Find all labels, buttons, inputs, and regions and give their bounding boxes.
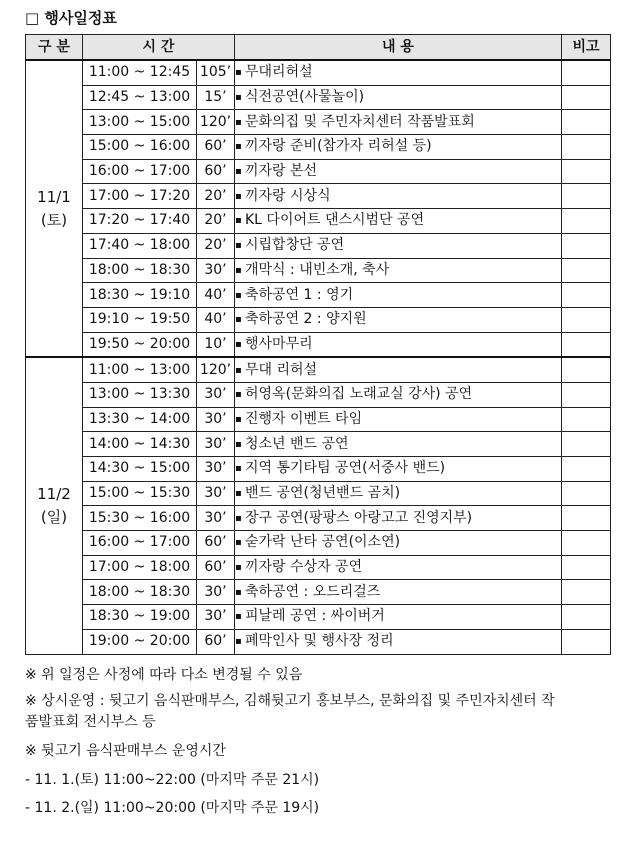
day-label-cell <box>26 60 83 357</box>
table-row <box>26 506 611 531</box>
content-text: 끼자랑 시상식 <box>245 187 331 204</box>
table-row <box>26 332 611 357</box>
bullet-icon: ▪ <box>235 215 242 227</box>
content-cell <box>235 283 562 308</box>
bullet-icon: ▪ <box>235 240 242 252</box>
table-row <box>26 283 611 308</box>
content-text: 숟가락 난타 공연(이소연) <box>245 534 401 551</box>
content-text: 축하공연 1 : 영기 <box>245 286 354 303</box>
bullet-icon: ▪ <box>235 264 242 276</box>
note-food-booth-hours: ※ 뒷고기 음식판매부스 운영시간 <box>25 743 226 759</box>
time-cell: 19:10 ~ 19:50 <box>83 307 197 332</box>
duration-cell: 120’ <box>197 357 235 382</box>
content-text: 축하공연 : 오드리걸즈 <box>245 583 381 600</box>
note-cell <box>562 85 611 110</box>
bullet-icon: ▪ <box>235 289 242 301</box>
bullet-icon: ▪ <box>235 141 242 153</box>
duration-cell: 20’ <box>197 184 235 209</box>
note-cell <box>562 382 611 407</box>
note-cell <box>562 506 611 531</box>
header-content: 내 용 <box>235 35 562 61</box>
duration-cell: 15’ <box>197 85 235 110</box>
table-row <box>26 382 611 407</box>
note-cell <box>562 432 611 457</box>
content-cell <box>235 629 562 654</box>
bullet-icon: ▪ <box>235 314 242 326</box>
content-text: 지역 통기타팀 공연(서중사 밴드) <box>245 460 446 477</box>
table-row <box>26 233 611 258</box>
time-cell: 19:50 ~ 20:00 <box>83 332 197 357</box>
note-cell <box>562 407 611 432</box>
content-cell <box>235 580 562 605</box>
day-date: 11/1 <box>37 187 71 206</box>
duration-cell: 60’ <box>197 629 235 654</box>
content-cell <box>235 555 562 580</box>
table-row <box>26 457 611 482</box>
bullet-icon: ▪ <box>235 116 242 128</box>
note-cell <box>562 481 611 506</box>
note-cell <box>562 357 611 382</box>
table-row <box>26 135 611 160</box>
table-row <box>26 432 611 457</box>
duration-cell: 20’ <box>197 209 235 234</box>
table-row <box>26 555 611 580</box>
duration-cell: 60’ <box>197 531 235 556</box>
content-cell <box>235 60 562 85</box>
content-cell <box>235 258 562 283</box>
bullet-icon: ▪ <box>235 537 242 549</box>
content-text: 피날레 공연 : 싸이버거 <box>245 608 385 625</box>
duration-cell: 105’ <box>197 60 235 85</box>
page-title: □ 행사일정표 <box>25 9 117 27</box>
table-row <box>26 184 611 209</box>
bullet-icon: ▪ <box>235 413 242 425</box>
schedule-table <box>25 34 611 655</box>
content-cell <box>235 307 562 332</box>
duration-cell: 30’ <box>197 407 235 432</box>
note-cell <box>562 209 611 234</box>
note-cell <box>562 283 611 308</box>
content-text: 끼자랑 본선 <box>245 163 318 180</box>
bullet-icon: ▪ <box>235 389 242 401</box>
content-text: 청소년 밴드 공연 <box>245 435 349 452</box>
duration-cell: 30’ <box>197 258 235 283</box>
content-text: 무대리허설 <box>245 64 313 81</box>
note-cell <box>562 110 611 135</box>
note-day1-hours: - 11. 1.(토) 11:00~22:00 (마지막 주문 21시) <box>25 772 320 788</box>
time-cell: 19:00 ~ 20:00 <box>83 629 197 654</box>
time-cell: 11:00 ~ 13:00 <box>83 357 197 382</box>
table-row <box>26 629 611 654</box>
duration-cell: 120’ <box>197 110 235 135</box>
bullet-icon: ▪ <box>235 611 242 623</box>
time-cell: 18:30 ~ 19:00 <box>83 605 197 630</box>
content-text: 폐막인사 및 행사장 정리 <box>245 633 394 650</box>
content-cell <box>235 159 562 184</box>
time-cell: 13:00 ~ 13:30 <box>83 382 197 407</box>
content-cell <box>235 357 562 382</box>
day-of-week: (일) <box>40 507 68 526</box>
duration-cell: 40’ <box>197 283 235 308</box>
content-cell <box>235 382 562 407</box>
duration-cell: 60’ <box>197 159 235 184</box>
table-row <box>26 307 611 332</box>
bullet-icon: ▪ <box>235 562 242 574</box>
duration-cell: 30’ <box>197 605 235 630</box>
time-cell: 13:00 ~ 15:00 <box>83 110 197 135</box>
content-cell <box>235 407 562 432</box>
note-cell <box>562 307 611 332</box>
day-of-week: (토) <box>40 210 68 229</box>
duration-cell: 60’ <box>197 555 235 580</box>
note-cell <box>562 629 611 654</box>
table-row <box>26 110 611 135</box>
duration-cell: 30’ <box>197 481 235 506</box>
note-cell <box>562 580 611 605</box>
time-cell: 15:00 ~ 16:00 <box>83 135 197 160</box>
content-cell <box>235 184 562 209</box>
time-cell: 16:00 ~ 17:00 <box>83 531 197 556</box>
duration-cell: 30’ <box>197 506 235 531</box>
header-note: 비고 <box>562 35 611 61</box>
time-cell: 17:00 ~ 17:20 <box>83 184 197 209</box>
bullet-icon: ▪ <box>235 92 242 104</box>
table-row <box>26 580 611 605</box>
note-cell <box>562 135 611 160</box>
duration-cell: 30’ <box>197 457 235 482</box>
content-cell <box>235 110 562 135</box>
bullet-icon: ▪ <box>235 463 242 475</box>
content-text: 무대 리허설 <box>245 361 318 378</box>
content-text: 허영옥(문화의집 노래교실 강사) 공연 <box>245 386 473 403</box>
content-cell <box>235 135 562 160</box>
note-cell <box>562 159 611 184</box>
time-cell: 13:30 ~ 14:00 <box>83 407 197 432</box>
content-text: 개막식 : 내빈소개, 축사 <box>245 261 390 278</box>
content-text: 끼자랑 수상자 공연 <box>245 559 363 576</box>
time-cell: 11:00 ~ 12:45 <box>83 60 197 85</box>
duration-cell: 60’ <box>197 135 235 160</box>
note-cell <box>562 184 611 209</box>
table-row <box>26 209 611 234</box>
content-cell <box>235 457 562 482</box>
time-cell: 17:00 ~ 18:00 <box>83 555 197 580</box>
bullet-icon: ▪ <box>235 364 242 376</box>
bullet-icon: ▪ <box>235 190 242 202</box>
content-text: KL 다이어트 댄스시범단 공연 <box>245 212 425 229</box>
content-text: 행사마무리 <box>245 335 313 352</box>
day-label-cell <box>26 357 83 654</box>
table-row <box>26 481 611 506</box>
table-row <box>26 605 611 630</box>
note-always-on-line1: ※ 상시운영 : 뒷고기 음식판매부스, 김해뒷고기 홍보부스, 문화의집 및 주민자치센터 작 <box>25 693 555 709</box>
duration-cell: 20’ <box>197 233 235 258</box>
note-cell <box>562 332 611 357</box>
bullet-icon: ▪ <box>235 438 242 450</box>
note-cell <box>562 258 611 283</box>
content-text: 끼자랑 준비(참가자 리허설 등) <box>245 138 432 155</box>
time-cell: 15:00 ~ 15:30 <box>83 481 197 506</box>
bullet-icon: ▪ <box>235 586 242 598</box>
bullet-icon: ▪ <box>235 636 242 648</box>
note-schedule-change: ※ 위 일정은 사정에 따라 다소 변경될 수 있음 <box>25 667 303 683</box>
content-text: 식전공연(사물놀이) <box>245 89 365 106</box>
duration-cell: 30’ <box>197 580 235 605</box>
content-cell <box>235 605 562 630</box>
time-cell: 15:30 ~ 16:00 <box>83 506 197 531</box>
header-row <box>26 35 611 61</box>
note-cell <box>562 555 611 580</box>
header-day: 구 분 <box>26 35 83 61</box>
day-date: 11/2 <box>37 484 71 503</box>
duration-cell: 30’ <box>197 432 235 457</box>
bullet-icon: ▪ <box>235 67 242 79</box>
bullet-icon: ▪ <box>235 166 242 178</box>
content-cell <box>235 481 562 506</box>
duration-cell: 10’ <box>197 332 235 357</box>
table-row <box>26 407 611 432</box>
bullet-icon: ▪ <box>235 338 242 350</box>
time-cell: 14:30 ~ 15:00 <box>83 457 197 482</box>
bullet-icon: ▪ <box>235 512 242 524</box>
content-text: 진행자 이벤트 타임 <box>245 410 363 427</box>
table-row <box>26 357 611 382</box>
time-cell: 14:00 ~ 14:30 <box>83 432 197 457</box>
duration-cell: 30’ <box>197 382 235 407</box>
content-cell <box>235 85 562 110</box>
duration-cell: 40’ <box>197 307 235 332</box>
schedule-body <box>26 60 611 654</box>
table-row <box>26 531 611 556</box>
time-cell: 12:45 ~ 13:00 <box>83 85 197 110</box>
table-row <box>26 60 611 85</box>
note-cell <box>562 60 611 85</box>
note-always-on-line2: 품발표회 전시부스 등 <box>25 714 156 730</box>
time-cell: 18:30 ~ 19:10 <box>83 283 197 308</box>
content-text: 밴드 공연(청년밴드 곰치) <box>245 485 401 502</box>
content-cell <box>235 531 562 556</box>
content-cell <box>235 332 562 357</box>
table-row <box>26 258 611 283</box>
content-text: 시립합창단 공연 <box>245 237 345 254</box>
table-row <box>26 159 611 184</box>
content-cell <box>235 432 562 457</box>
time-cell: 17:40 ~ 18:00 <box>83 233 197 258</box>
time-cell: 18:00 ~ 18:30 <box>83 580 197 605</box>
bullet-icon: ▪ <box>235 488 242 500</box>
content-cell <box>235 233 562 258</box>
note-cell <box>562 605 611 630</box>
content-text: 축하공연 2 : 양지원 <box>245 311 367 328</box>
content-text: 장구 공연(팡팡스 아랑고고 진영지부) <box>245 509 473 526</box>
table-row <box>26 85 611 110</box>
note-day2-hours: - 11. 2.(일) 11:00~20:00 (마지막 주문 19시) <box>25 800 320 816</box>
note-cell <box>562 457 611 482</box>
note-cell <box>562 233 611 258</box>
content-cell <box>235 506 562 531</box>
content-text: 문화의집 및 주민자치센터 작품발표회 <box>245 113 475 130</box>
header-time: 시 간 <box>83 35 235 61</box>
note-cell <box>562 531 611 556</box>
content-cell <box>235 209 562 234</box>
time-cell: 18:00 ~ 18:30 <box>83 258 197 283</box>
time-cell: 17:20 ~ 17:40 <box>83 209 197 234</box>
time-cell: 16:00 ~ 17:00 <box>83 159 197 184</box>
